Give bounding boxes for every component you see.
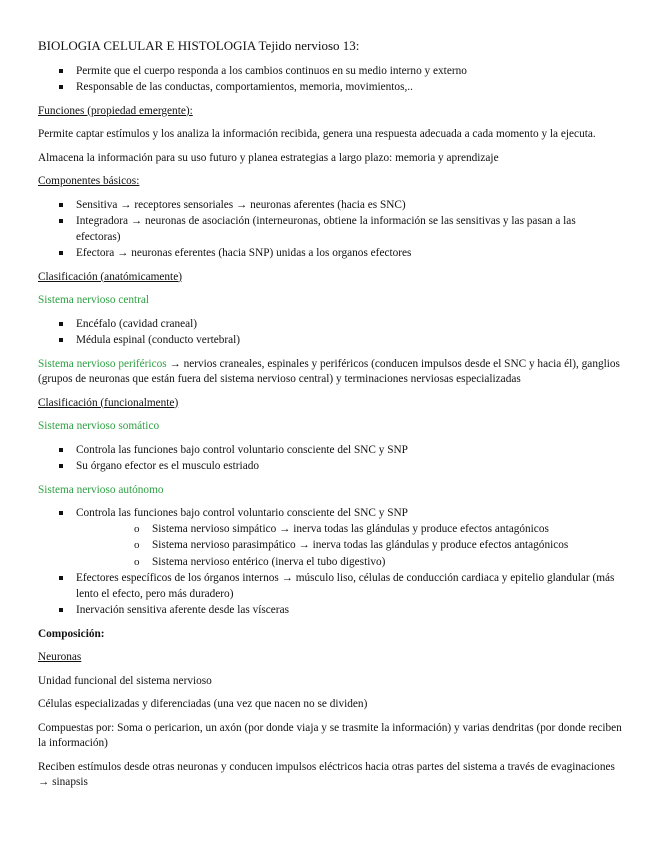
somatico-heading: Sistema nervioso somático [38,420,160,432]
autonomo-sublist [76,522,623,571]
snc-list [38,317,623,349]
autonomo-heading: Sistema nervioso autónomo [38,483,164,496]
neuronas-heading: Neuronas [38,651,82,663]
neuronas-paragraph-4: Reciben estímulos desde otras neuronas y conducen impulsos eléctricos hacia otras partes del sistema a través de evaginaciones → sinapsis [38,760,615,788]
list-item: Integradora → neuronas de asociación (interneuronas, obtiene la información se las sensitivas y las pasan a las efectoras) [38,214,623,245]
list-item: Efectora → neuronas eferentes (hacia SNP) unidas a los organos efectores [38,246,623,262]
list-item: Permite que el cuerpo responda a los cambios continuos en su medio interno y externo [38,64,623,80]
autonomo-list [38,506,623,619]
neuronas-paragraph-3: Compuestas por: Soma o pericarion, un axón (por donde viaja y se trasmite la información) y varias dendritas (por donde reciben la información) [38,721,622,749]
list-item: Encéfalo (cavidad craneal) [38,317,623,333]
list-item: Responsable de las conductas, comportamientos, memoria, movimientos,.. [38,80,623,96]
clasif-func-heading: Clasificación (funcionalmente) [38,396,179,409]
snp-label: Sistema nervioso periféricos [38,357,167,370]
componentes-list [38,198,623,262]
list-item: Su órgano efector es el musculo estriado [38,459,623,475]
sublist-item: o Sistema nervioso simpático → inerva todas las glándulas y produce efectos antagónicos [114,522,623,538]
snp-paragraph [38,357,623,388]
snp-text: → nervios craneales, espinales y periféricos (conducen impulsos desde el SNC y hacia él), ganglios (grupos de neuronas que están fuera del sistema nervioso central) y terminaciones nerviosas especializadas [38,357,620,385]
list-item: Controla las funciones bajo control voluntario consciente del SNC y SNP [38,443,623,459]
intro-list [38,64,623,96]
neuronas-paragraph-1: Unidad funcional del sistema nervioso [38,674,212,687]
document-title: BIOLOGIA CELULAR E HISTOLOGIA Tejido nervioso 13: [38,38,360,53]
composicion-heading: Composición: [38,627,105,640]
funciones-paragraph-1: Permite captar estímulos y los analiza la información recibida, genera una respuesta adecuada a cada momento y la ejecuta. [38,128,596,140]
funciones-heading: Funciones (propiedad emergente): [38,104,193,117]
list-item: Sensitiva → receptores sensoriales → neuronas aferentes (hacia es SNC) [38,198,623,214]
sublist-item: o Sistema nervioso entérico (inerva el tubo digestivo) [114,555,623,571]
document-page [38,38,623,799]
funciones-paragraph-2: Almacena la información para su uso futuro y planea estrategias a largo plazo: memoria y aprendizaje [38,151,499,164]
sublist-item: o Sistema nervioso parasimpático → inerva todas las glándulas y produce efectos antagónicos [114,538,623,554]
list-item: Efectores específicos de los órganos internos → músculo liso, células de conducción cardiaca y epitelio glandular (más lento el efecto, pero más duradero) [38,571,623,602]
snc-heading: Sistema nervioso central [38,294,150,306]
list-item: Inervación sensitiva aferente desde las vísceras [38,603,623,619]
somatico-list [38,443,623,475]
neuronas-paragraph-2: Células especializadas y diferenciadas (una vez que nacen no se dividen) [38,698,368,710]
list-item [38,506,623,570]
componentes-heading: Componentes básicos: [38,175,140,187]
list-item-text: Controla las funciones bajo control voluntario consciente del SNC y SNP [76,507,408,519]
clasif-anat-heading: Clasificación (anatómicamente) [38,270,182,283]
list-item: Médula espinal (conducto vertebral) [38,333,623,349]
